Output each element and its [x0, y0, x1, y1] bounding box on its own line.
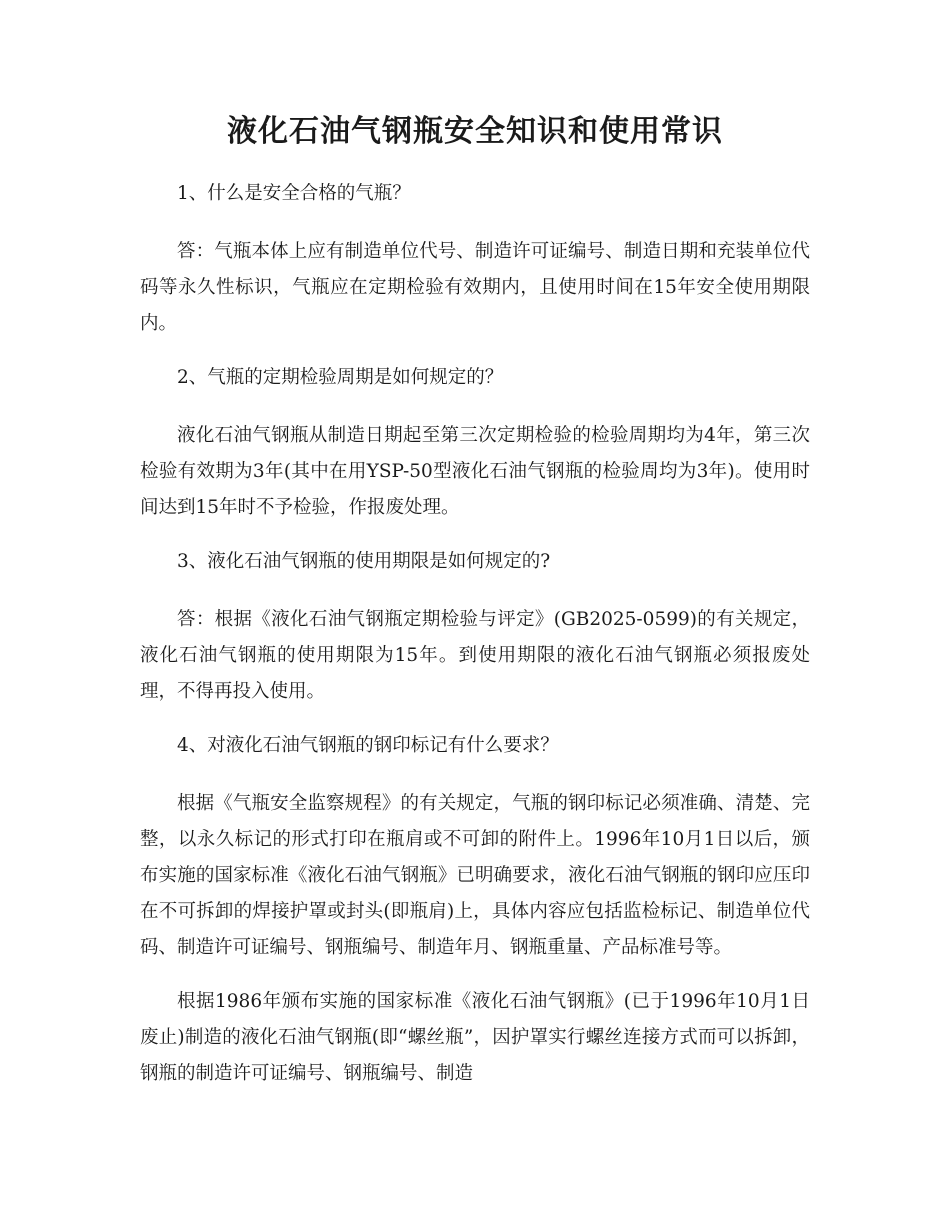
question-1: 1、什么是安全合格的气瓶？ [177, 183, 411, 204]
answer-4-continued: 根据1986年颁布实施的国家标准《液化石油气钢瓶》(已于1996年10月1日废止)制造的液化石油气钢瓶(即“螺丝瓶”，因护罩实行螺丝连接方式而可以拆卸，钢瓶的制造许可证编号、钢瓶编号、制造 [140, 991, 810, 1084]
answer-2: 液化石油气钢瓶从制造日期起至第三次定期检验的检验周期均为4年，第三次检验有效期为3年(其中在用YSP-50型液化石油气钢瓶的检验周均为3年)。使用时间达到15年时不予检验，作报废处理。 [140, 425, 810, 518]
question-2: 2、气瓶的定期检验周期是如何规定的？ [177, 367, 504, 388]
document-page [140, 100, 810, 1110]
answer-1: 答：气瓶本体上应有制造单位代号、制造许可证编号、制造日期和充装单位代码等永久性标识，气瓶应在定期检验有效期内，且使用时间在15年安全使用期限内。 [140, 241, 810, 334]
question-4: 4、对液化石油气钢瓶的钢印标记有什么要求？ [177, 735, 559, 756]
answer-3: 答：根据《液化石油气钢瓶定期检验与评定》(GB2025-0599)的有关规定，液化石油气钢瓶的使用期限为15年。到使用期限的液化石油气钢瓶必须报废处理，不得再投入使用。 [140, 609, 810, 702]
question-3: 3、液化石油气钢瓶的使用期限是如何规定的? [177, 551, 551, 572]
document-title: 液化石油气钢瓶安全知识和使用常识 [227, 114, 723, 149]
answer-4: 根据《气瓶安全监察规程》的有关规定，气瓶的钢印标记必须准确、清楚、完整，以永久标记的形式打印在瓶肩或不可卸的附件上。1996年10月1日以后，颁布实施的国家标准《液化石油气钢瓶》已明确要求，液化石油气钢瓶的钢印应压印在不可拆卸的焊接护罩或封头(即瓶肩)上，具体内容应包括监检标记、制造单位代码、制造许可证编号、钢瓶编号、制造年月、钢瓶重量、产品标准号等。 [140, 793, 810, 958]
